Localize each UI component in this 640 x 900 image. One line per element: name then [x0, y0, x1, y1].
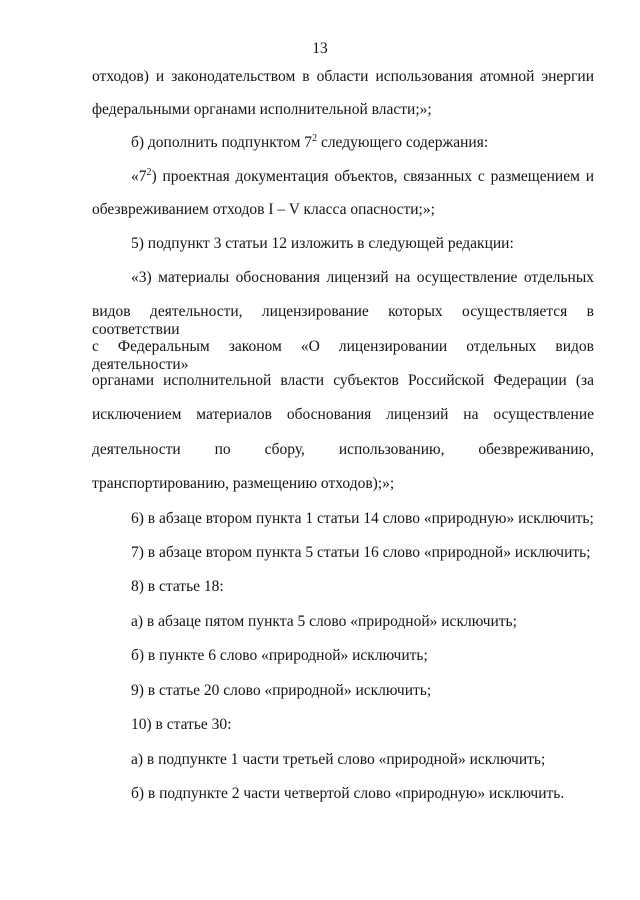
text-line: б) в пункте 6 слово «природной» исключить; — [131, 647, 428, 664]
text-span: следующего содержания: — [317, 134, 489, 151]
text-line — [131, 134, 488, 152]
text-line: 5) подпункт 3 статьи 12 изложить в следующей редакции: — [131, 235, 514, 252]
text-span: ) проектная документация объектов, связанных с размещением и — [151, 168, 594, 185]
text-line — [131, 168, 594, 186]
text-line: а) в подпункте 1 части третьей слово «природной» исключить; — [131, 751, 546, 768]
superscript: 2 — [312, 133, 318, 144]
text-line: 9) в статье 20 слово «природной» исключить; — [131, 682, 432, 699]
text-line: федеральными органами исполнительной власти;»; — [92, 101, 432, 118]
text-line: 10) в статье 30: — [131, 716, 232, 733]
text-line: деятельности по сбору, использованию, обезвреживанию, — [92, 441, 594, 458]
text-line: 6) в абзаце втором пункта 1 статьи 14 слово «природную» исключить; — [131, 510, 594, 527]
text-line: с Федеральным законом «О лицензировании отдельных видов деятельности» — [92, 338, 594, 373]
text-line: исключением материалов обоснования лицензий на осуществление — [92, 406, 594, 423]
text-line: отходов) и законодательством в области использования атомной энергии — [92, 68, 594, 85]
page-number: 13 — [312, 40, 328, 57]
text-line: 8) в статье 18: — [131, 578, 224, 595]
text-span: б) дополнить подпунктом 7 — [131, 134, 313, 151]
text-line: видов деятельности, лицензирование которых осуществляется в соответствии — [92, 303, 594, 338]
text-span: «7 — [131, 168, 147, 185]
text-line: обезвреживанием отходов I – V класса опасности;»; — [92, 201, 435, 218]
text-line: «3) материалы обоснования лицензий на осуществление отдельных — [131, 269, 594, 286]
text-line: 7) в абзаце втором пункта 5 статьи 16 слово «природной» исключить; — [131, 544, 591, 561]
superscript: 2 — [146, 167, 152, 178]
text-line: транспортированию, размещению отходов);»; — [92, 475, 395, 492]
text-line: б) в подпункте 2 части четвертой слово «природную» исключить. — [131, 785, 565, 802]
text-line: а) в абзаце пятом пункта 5 слово «природной» исключить; — [131, 613, 517, 630]
text-line: органами исполнительной власти субъектов Российской Федерации (за — [92, 372, 594, 389]
